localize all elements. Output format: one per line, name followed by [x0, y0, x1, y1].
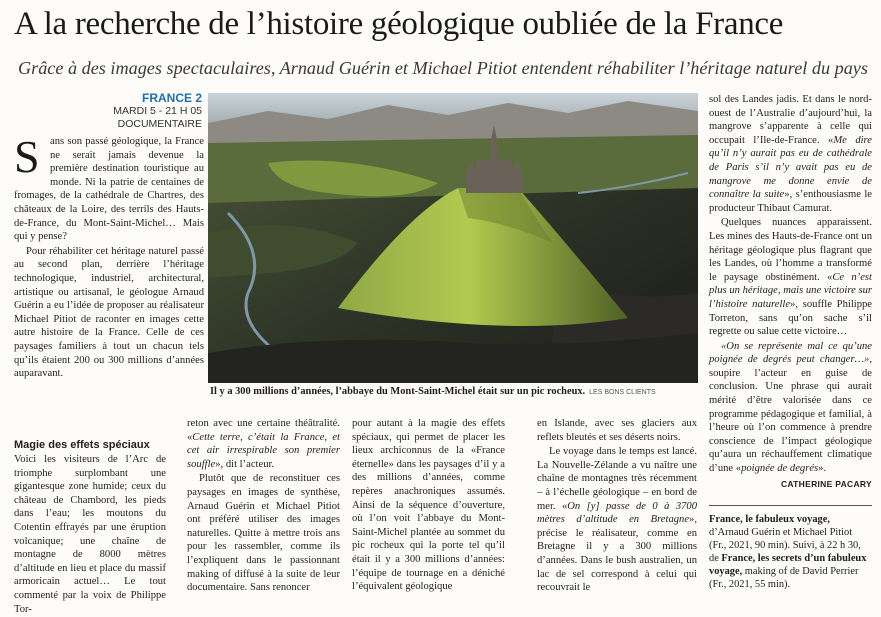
- quote: poignée de degrés: [741, 463, 819, 475]
- text-run: », s’enthousiasme le producteur Thibaut Camurat.: [709, 189, 872, 214]
- text-run: , soupire l’acteur en guise de conclusion. Une phrase qui aurait mérité d’être valorisée dans ce programme pédagogique et familial, à l’heure où l’on commence à prendre conscience de l’impact géologique qu’aura un réchauffement climatique d’une «: [709, 354, 872, 475]
- article-photo: [208, 93, 698, 383]
- author-byline: CATHERINE PACARY: [780, 478, 872, 489]
- tv-date: MARDI 5 - 21 H 05: [113, 105, 202, 117]
- program-info: [709, 513, 872, 591]
- article-column-1: [14, 131, 204, 382]
- divider: [709, 505, 872, 506]
- photo-caption: [210, 385, 700, 400]
- photo-credit: LES BONS CLIENTS: [589, 389, 656, 396]
- text-run: reton avec une certaine théâtralité. «: [187, 418, 340, 443]
- article-column-5: [709, 93, 872, 491]
- quote: On [y] passe de 0 à 3700 mètres d’altitude en Bretagne: [537, 500, 698, 526]
- program-details: making of de David Perrier (Fr., 2021, 55 min).: [709, 566, 859, 590]
- tv-genre: DOCUMENTAIRE: [117, 118, 202, 130]
- paragraph: [709, 93, 872, 215]
- article-column-2: [187, 417, 340, 596]
- paragraph: Plutôt que de reconstituer ces paysages en images de synthèse, Arnaud Guérin et Michael Pitiot ont préféré utiliser des images naturelles. Quitte à mettre trois ans pour les rassembler, comme ils l’expliquent dans le passionnant making of diffusé à la suite de leur documentaire. Sans renoncer: [187, 473, 340, 594]
- paragraph: Voici les visiteurs de l’Arc de triomphe surplombant une gigantesque zone humide; ceux du château de Chambord, les pieds dans l’eau; les moutons du Cotentin effrayés par une éruption volcanique; une chaîne de montagne de 8000 mètres d’altitude en lieu et place du massif armoricain actuel… Le tout commenté par la voix de Philippe Tor-: [14, 454, 166, 615]
- program-details: d’Arnaud Guérin et Michael Pitiot (Fr., 2021, 90 min). Suivi, à 22 h 30, de: [709, 527, 861, 564]
- article-column-1b: [14, 438, 166, 617]
- quote: Ce n’est plus un héritage, mais une victoire sur l’histoire naturelle: [709, 271, 872, 310]
- text-run: Quelques nuances apparaissent. Les mines des Hauts-de-France ont un héritage géologique plus flagrant que les Landes, où l’homme a transformé le paysage obstinément. «: [709, 217, 872, 283]
- program-title: France, le fabuleux voyage,: [709, 514, 830, 525]
- text-run: Le voyage dans le temps est lancé. La Nouvelle-Zélande a vu naître une chaîne de montagnes très récemment – à l’échelle géologique – en bord de mer. «: [537, 446, 697, 512]
- quote: Me dire qu’il n’y aurait pas eu de cathédrale de Paris s’il n’y avait pas eu de mangrove me donne envie de connaître la suite: [709, 134, 872, 201]
- tv-listing: [70, 91, 202, 131]
- program-title: France, les secrets d’un fabuleux voyage,: [709, 553, 867, 577]
- paragraph-text: ans son passé géologique, la France ne serait jamais devenue la première destination touristique au monde. Ni la patrie de centaines de fromages, de la cathédrale de Chartres, des châteaux de la Loire, des terrils des Hauts-de-France, du Mont-Saint-Michel… Mais qui y pense?: [14, 136, 204, 243]
- quote: «On se représente mal ce qu’une poignée de degrés peut changer…»: [709, 340, 872, 366]
- text-run: sol des Landes jadis. Et dans le nord-ouest de l’Australie d’aujourd’hui, la mangrove s’apparente à celle qui occupait l’Ile-de-France. «: [709, 94, 872, 146]
- text-run: », dit l’acteur.: [215, 458, 275, 470]
- text-run: », souffle Philippe Torreton, sans qu’on sache s’il regrette ou salue cette victoire…: [709, 298, 872, 338]
- paragraph: [537, 445, 697, 595]
- caption-text: Il y a 300 millions d’années, l’abbaye du Mont-Saint-Michel était sur un pic rocheux.: [210, 386, 586, 397]
- mont-saint-michel-landscape-image: [208, 93, 698, 383]
- paragraph: [709, 340, 872, 476]
- section-heading: Magie des effets spéciaux: [14, 439, 150, 451]
- paragraph: en Islande, avec ses glaciers aux reflets bleutés et ses déserts noirs.: [537, 418, 697, 443]
- paragraph: pour autant à la magie des effets spéciaux, qui permet de placer les lieux archiconnus de la «France éternelle» dans les paysages d’il y a des millions d’années, comme repères anachroniques assumés. Ainsi de la séquence d’ouverture, où l’on voit l’abbaye du Mont-Saint-Michel plantée au sommet du pic rocheux qui la porte tel qu’il était il y a 300 millions d’années: l’équipe de tournage en a déniché l’équivalent géologique: [352, 418, 505, 593]
- drop-cap: S: [14, 131, 40, 182]
- paragraph: [187, 417, 340, 471]
- text-run: », précise le réalisateur, comme en Bretagne il y a 300 millions d’années. Dans le bush australien, un lac de sel correspond à celui qui recouvrait le: [537, 514, 697, 594]
- subheadline: Grâce à des images spectaculaires, Arnaud Guérin et Michael Pitiot entendent réhabiliter l’héritage naturel du pays: [18, 58, 868, 78]
- quote: Cette terre, c’était la France, et cet air irrespirable son premier souffle: [187, 431, 340, 470]
- paragraph: [709, 216, 872, 338]
- tv-channel: FRANCE 2: [141, 91, 202, 105]
- paragraph-intro: [14, 131, 204, 244]
- headline: A la recherche de l’histoire géologique oubliée de la France: [14, 6, 784, 42]
- paragraph: Pour réhabiliter cet héritage naturel passé au second plan, derrière l’héritage technologique, industriel, architectural, artistique ou artisanal, le géologue Arnaud Guérin a eu l’idée de proposer au réalisateur Michael Pitiot de raconter en images cette autre histoire de la France. Celle de ces paysages familiers à tout un chacun tels qu’ils étaient 200 ou 300 millions d’années auparavant.: [14, 245, 204, 380]
- article-column-4: [537, 417, 697, 596]
- text-run: ».: [818, 463, 827, 475]
- article-column-3: [352, 417, 505, 595]
